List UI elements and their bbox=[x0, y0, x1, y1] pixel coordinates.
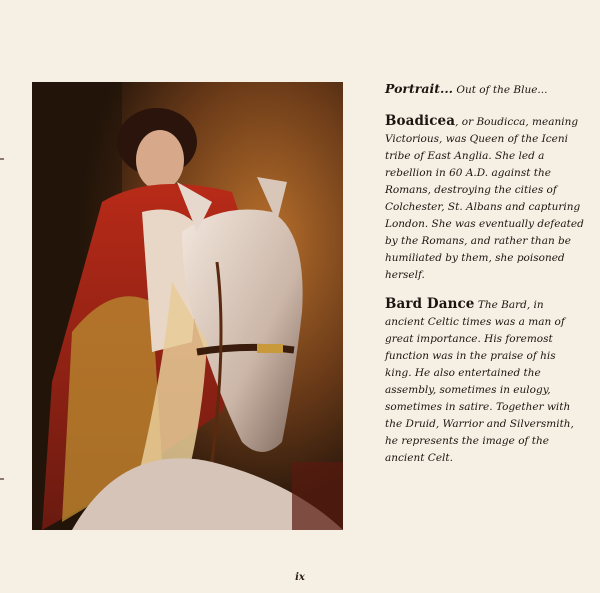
liner-notes-text bbox=[385, 80, 585, 479]
entry-body: , or Boudicca, meaning Victorious, was Queen of the Iceni tribe of East Anglia. She led a rebellion in 60 A.D. against the Romans, destroying the cities of Colchester, St. Albans and capturing London. She was eventually defeated by the Romans, and rather than be humiliated by them, she poisoned herself. bbox=[385, 116, 584, 281]
entry-title: Bard Dance bbox=[385, 296, 475, 312]
photo-illustration bbox=[32, 82, 343, 530]
portrait-heading-lead: Portrait... bbox=[385, 81, 454, 96]
portrait-heading-rest: Out of the Blue... bbox=[456, 84, 548, 96]
photo-rider-on-white-horse bbox=[32, 82, 343, 530]
entry-bard-dance bbox=[385, 296, 585, 467]
edge-mark bbox=[0, 158, 4, 160]
page-number: ix bbox=[295, 572, 305, 583]
edge-mark bbox=[0, 478, 4, 480]
portrait-heading bbox=[385, 80, 585, 99]
entry-body: The Bard, in ancient Celtic times was a man of great importance. His foremost function was in the praise of his king. He also entertained the assembly, sometimes in eulogy, sometimes in satire. Together with the Druid, Warrior and Silversmith, he represents the image of the ancient Celt. bbox=[385, 299, 574, 464]
entry-title: Boadicea bbox=[385, 113, 456, 129]
entry-boadicea bbox=[385, 113, 585, 284]
